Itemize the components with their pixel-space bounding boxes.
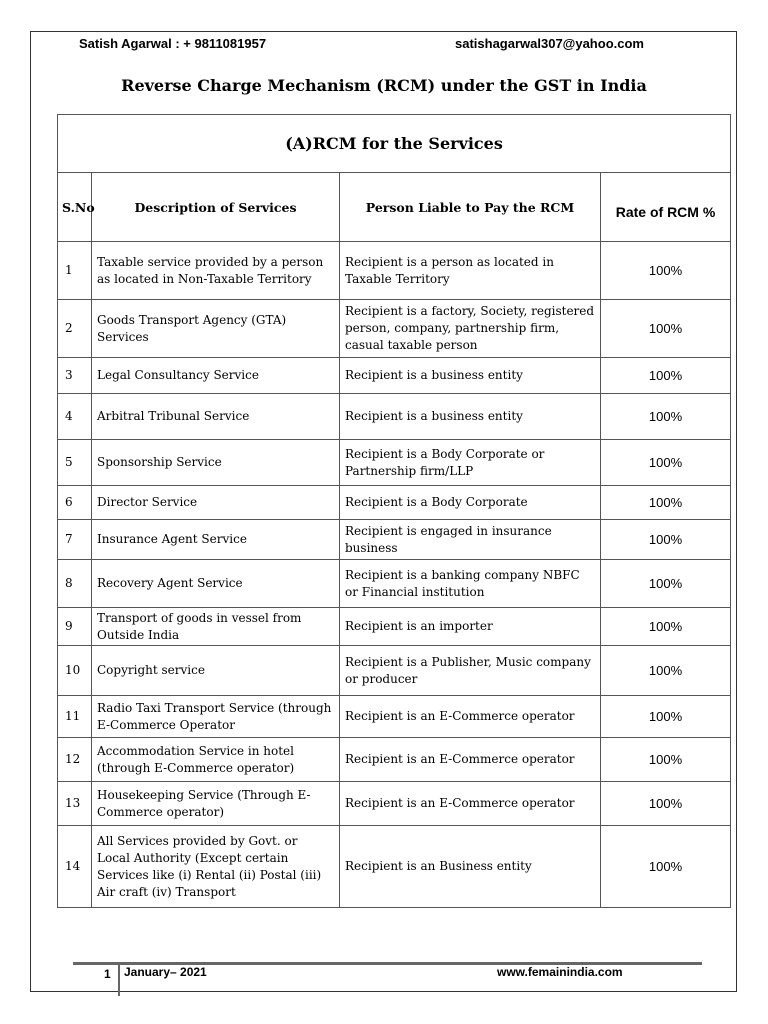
row-person: Recipient is a business entity bbox=[340, 394, 601, 440]
row-description: Insurance Agent Service bbox=[92, 520, 340, 560]
page-number: 1 bbox=[104, 967, 111, 981]
author-contact: Satish Agarwal : + 9811081957 bbox=[79, 36, 267, 51]
row-sno: 2 bbox=[58, 300, 92, 358]
document-title: Reverse Charge Mechanism (RCM) under the GST in India bbox=[121, 76, 647, 95]
row-person: Recipient is an Business entity bbox=[340, 826, 601, 908]
row-sno: 14 bbox=[58, 826, 92, 908]
row-person: Recipient is a person as located in Taxable Territory bbox=[340, 242, 601, 300]
row-sno: 7 bbox=[58, 520, 92, 560]
row-sno: 1 bbox=[58, 242, 92, 300]
row-description: All Services provided by Govt. or Local Authority (Except certain Services like (i) Rental (ii) Postal (iii) Air craft (iv) Transport bbox=[92, 826, 340, 908]
row-description: Arbitral Tribunal Service bbox=[92, 394, 340, 440]
row-sno: 10 bbox=[58, 646, 92, 696]
footer-website: www.femainindia.com bbox=[497, 965, 623, 979]
row-sno: 12 bbox=[58, 738, 92, 782]
row-sno: 6 bbox=[58, 486, 92, 520]
table-row bbox=[58, 486, 731, 520]
table-row bbox=[58, 782, 731, 826]
row-rate: 100% bbox=[601, 560, 731, 608]
author-email: satishagarwal307@yahoo.com bbox=[455, 36, 644, 51]
table-row bbox=[58, 300, 731, 358]
row-person: Recipient is a Body Corporate or Partnership firm/LLP bbox=[340, 440, 601, 486]
row-sno: 13 bbox=[58, 782, 92, 826]
row-sno: 5 bbox=[58, 440, 92, 486]
row-description: Director Service bbox=[92, 486, 340, 520]
row-rate: 100% bbox=[601, 242, 731, 300]
rcm-services-table bbox=[57, 114, 731, 908]
column-header-description: Description of Services bbox=[92, 173, 340, 242]
row-rate: 100% bbox=[601, 520, 731, 560]
row-rate: 100% bbox=[601, 486, 731, 520]
column-header-person: Person Liable to Pay the RCM bbox=[340, 173, 601, 242]
row-rate: 100% bbox=[601, 440, 731, 486]
table-row bbox=[58, 394, 731, 440]
row-description: Taxable service provided by a person as located in Non-Taxable Territory bbox=[92, 242, 340, 300]
row-description: Legal Consultancy Service bbox=[92, 358, 340, 394]
row-rate: 100% bbox=[601, 394, 731, 440]
row-person: Recipient is an importer bbox=[340, 608, 601, 646]
row-person: Recipient is a Publisher, Music company or producer bbox=[340, 646, 601, 696]
row-person: Recipient is a business entity bbox=[340, 358, 601, 394]
table-row bbox=[58, 696, 731, 738]
row-sno: 11 bbox=[58, 696, 92, 738]
row-description: Accommodation Service in hotel (through E-Commerce operator) bbox=[92, 738, 340, 782]
column-header-row bbox=[58, 173, 731, 242]
row-description: Goods Transport Agency (GTA) Services bbox=[92, 300, 340, 358]
footer-date: January– 2021 bbox=[124, 965, 207, 979]
row-sno: 4 bbox=[58, 394, 92, 440]
table-row bbox=[58, 358, 731, 394]
row-rate: 100% bbox=[601, 782, 731, 826]
table-row bbox=[58, 440, 731, 486]
row-person: Recipient is an E-Commerce operator bbox=[340, 696, 601, 738]
row-description: Transport of goods in vessel from Outside India bbox=[92, 608, 340, 646]
section-title: (A)RCM for the Services bbox=[58, 115, 731, 173]
footer-divider bbox=[118, 962, 120, 996]
row-sno: 9 bbox=[58, 608, 92, 646]
row-person: Recipient is a Body Corporate bbox=[340, 486, 601, 520]
section-header-row bbox=[58, 115, 731, 173]
row-person: Recipient is engaged in insurance business bbox=[340, 520, 601, 560]
row-person: Recipient is a factory, Society, registered person, company, partnership firm, casual taxable person bbox=[340, 300, 601, 358]
row-person: Recipient is a banking company NBFC or Financial institution bbox=[340, 560, 601, 608]
table-row bbox=[58, 242, 731, 300]
table-row bbox=[58, 738, 731, 782]
table-row bbox=[58, 826, 731, 908]
row-rate: 100% bbox=[601, 646, 731, 696]
column-header-sno: S.No bbox=[58, 173, 92, 242]
row-description: Sponsorship Service bbox=[92, 440, 340, 486]
table-row bbox=[58, 646, 731, 696]
row-description: Radio Taxi Transport Service (through E-Commerce Operator bbox=[92, 696, 340, 738]
row-sno: 8 bbox=[58, 560, 92, 608]
table-row bbox=[58, 560, 731, 608]
row-rate: 100% bbox=[601, 358, 731, 394]
table-row bbox=[58, 520, 731, 560]
row-rate: 100% bbox=[601, 738, 731, 782]
row-sno: 3 bbox=[58, 358, 92, 394]
row-person: Recipient is an E-Commerce operator bbox=[340, 782, 601, 826]
row-rate: 100% bbox=[601, 696, 731, 738]
row-rate: 100% bbox=[601, 826, 731, 908]
column-header-rate: Rate of RCM % bbox=[601, 173, 731, 242]
row-description: Copyright service bbox=[92, 646, 340, 696]
row-description: Recovery Agent Service bbox=[92, 560, 340, 608]
table-row bbox=[58, 608, 731, 646]
row-rate: 100% bbox=[601, 608, 731, 646]
row-description: Housekeeping Service (Through E-Commerce operator) bbox=[92, 782, 340, 826]
row-rate: 100% bbox=[601, 300, 731, 358]
row-person: Recipient is an E-Commerce operator bbox=[340, 738, 601, 782]
